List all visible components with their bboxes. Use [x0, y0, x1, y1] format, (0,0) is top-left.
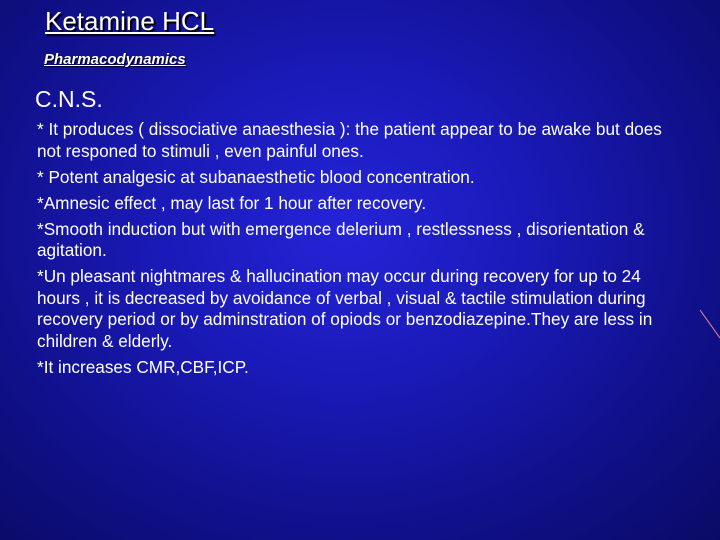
- section-heading: C.N.S.: [35, 86, 103, 112]
- slide-title: Ketamine HCL: [45, 6, 215, 36]
- slide-body: [37, 119, 687, 383]
- paragraph-nightmares: *Un pleasant nightmares & hallucination may occur during recovery for up to 24 hours , it is decreased by avoidance of verbal , visual & tactile stimulation during recovery period or by adminstration of opiods or benzodiazepine.They are less in children & elderly.: [37, 266, 653, 351]
- decorative-stroke: [700, 310, 720, 338]
- paragraph-amnesic: *Amnesic effect , may last for 1 hour after recovery.: [37, 192, 427, 213]
- decorative-line: [700, 300, 720, 360]
- paragraph-induction: *Smooth induction but with emergence delerium , restlessness , disorientation & agitation.: [37, 218, 645, 261]
- slide-subtitle: Pharmacodynamics: [44, 51, 186, 68]
- paragraph-cmr-cbf-icp: *It increases CMR,CBF,ICP.: [37, 356, 249, 377]
- paragraph-dissociative: * It produces ( dissociative anaesthesia ): the patient appear to be awake but does not responed to stimuli , even painful ones.: [37, 119, 662, 161]
- paragraph-analgesic: * Potent analgesic at subanaesthetic blood concentration.: [37, 166, 475, 187]
